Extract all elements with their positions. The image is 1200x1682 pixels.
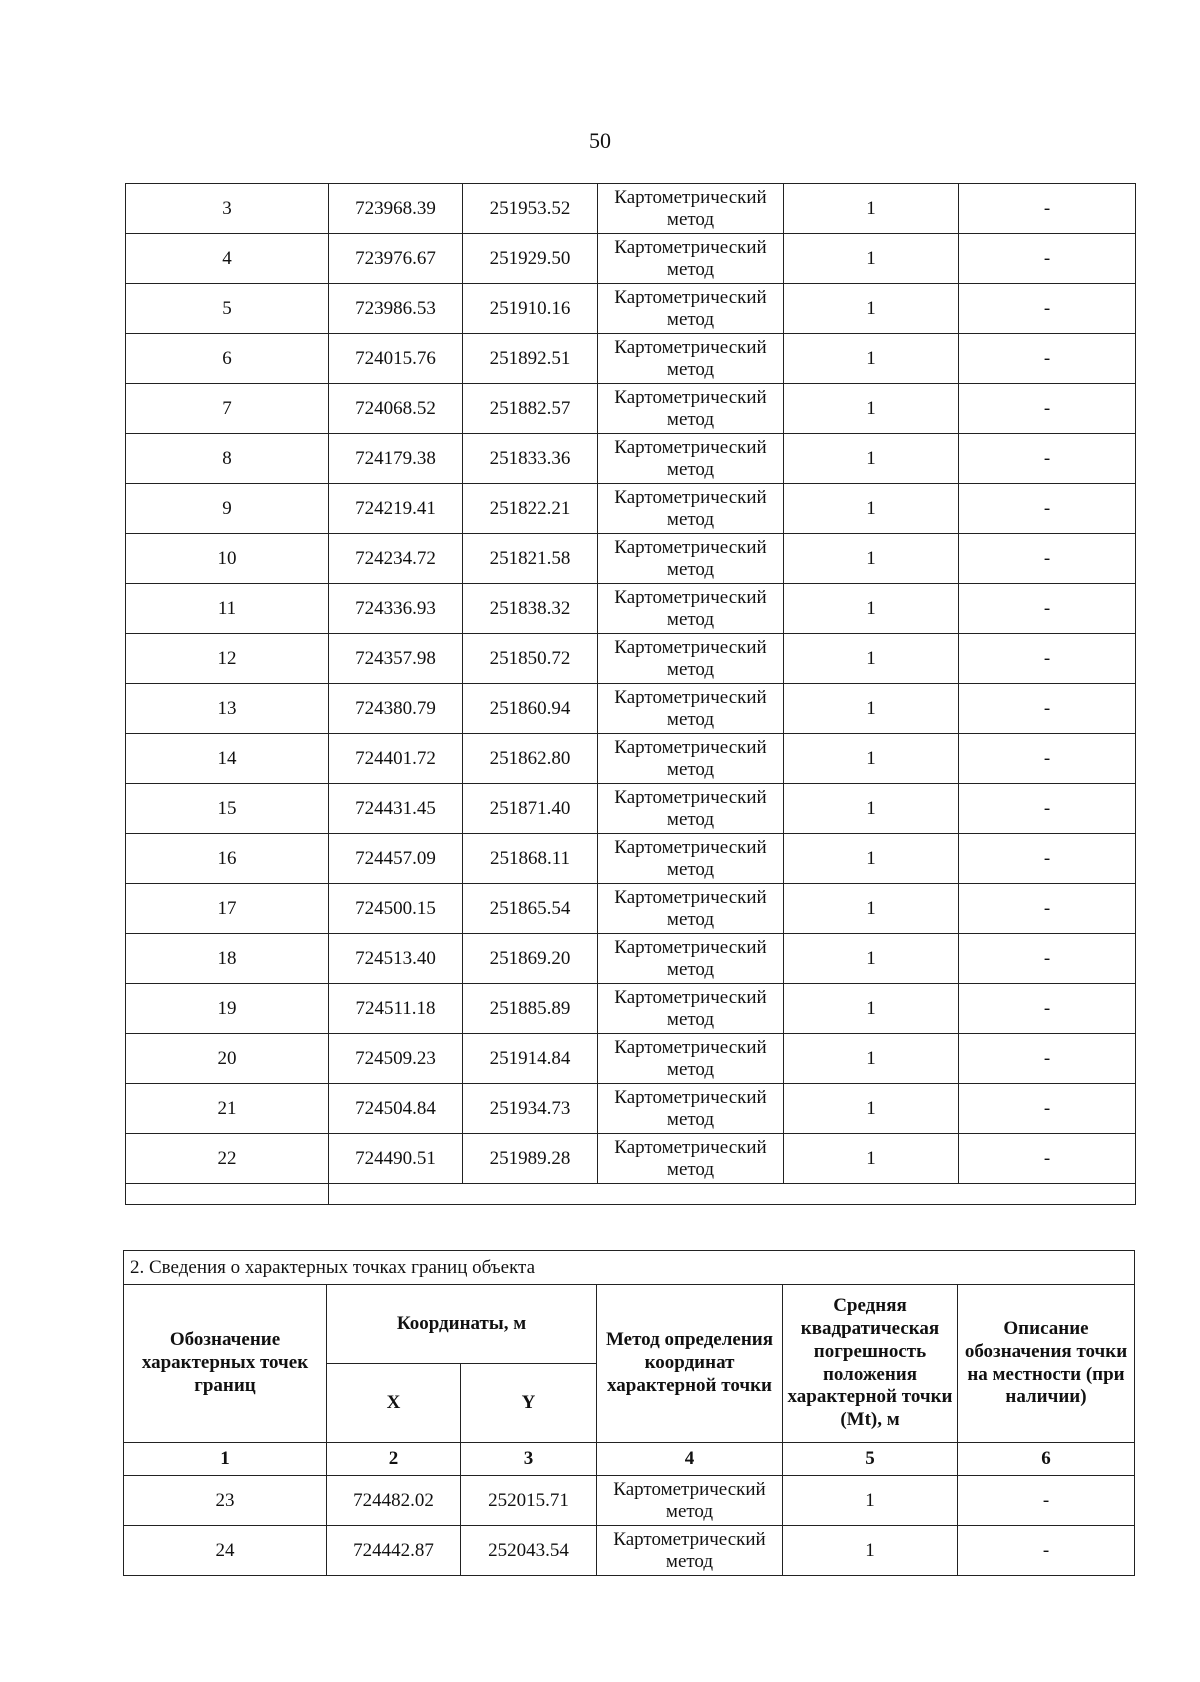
table-row [126, 234, 1136, 284]
table-body [124, 1476, 1135, 1576]
table-row [126, 184, 1136, 234]
point-cell: 18 [126, 934, 329, 984]
y-coordinate-cell: 252043.54 [461, 1526, 597, 1576]
x-coordinate-cell: 724513.40 [329, 934, 463, 984]
x-coordinate-cell: 724431.45 [329, 784, 463, 834]
method-cell [598, 184, 784, 234]
description-cell: - [959, 634, 1136, 684]
column-number: 2 [327, 1443, 461, 1476]
table-row [126, 284, 1136, 334]
method-text: метод [666, 458, 715, 480]
table-row [126, 334, 1136, 384]
x-coordinate-cell: 724015.76 [329, 334, 463, 384]
y-coordinate-cell: 251885.89 [463, 984, 598, 1034]
description-cell: - [959, 884, 1136, 934]
accuracy-cell: 1 [784, 684, 959, 734]
y-coordinate-cell: 251868.11 [463, 834, 598, 884]
table-row [126, 634, 1136, 684]
method-cell [597, 1476, 783, 1526]
point-cell: 9 [126, 484, 329, 534]
table-row-empty [126, 1184, 1136, 1205]
method-cell [598, 584, 784, 634]
description-cell: - [959, 534, 1136, 584]
method-text: метод [666, 308, 715, 330]
accuracy-cell: 1 [784, 484, 959, 534]
accuracy-cell: 1 [783, 1526, 958, 1576]
method-text: метод [666, 258, 715, 280]
method-cell [598, 634, 784, 684]
description-cell: - [959, 284, 1136, 334]
method-text: Картометрический [614, 186, 767, 208]
method-text: Картометрический [614, 336, 767, 358]
description-cell: - [959, 934, 1136, 984]
x-coordinate-cell: 724219.41 [329, 484, 463, 534]
point-cell: 20 [126, 1034, 329, 1084]
point-cell: 15 [126, 784, 329, 834]
point-cell: 21 [126, 1084, 329, 1134]
y-coordinate-cell: 251850.72 [463, 634, 598, 684]
x-coordinate-cell: 724511.18 [329, 984, 463, 1034]
method-text: Картометрический [614, 536, 767, 558]
accuracy-cell: 1 [784, 884, 959, 934]
method-text: метод [666, 608, 715, 630]
table-row [126, 1034, 1136, 1084]
x-coordinate-cell: 724401.72 [329, 734, 463, 784]
accuracy-cell: 1 [784, 784, 959, 834]
point-cell: 14 [126, 734, 329, 784]
table-row [126, 884, 1136, 934]
table-row [124, 1476, 1135, 1526]
description-cell: - [959, 434, 1136, 484]
y-coordinate-cell: 251838.32 [463, 584, 598, 634]
method-text: Картометрический [614, 686, 767, 708]
description-cell: - [959, 684, 1136, 734]
method-text: Картометрический [614, 636, 767, 658]
y-coordinate-cell: 251862.80 [463, 734, 598, 784]
x-coordinate-cell: 724234.72 [329, 534, 463, 584]
method-cell [598, 684, 784, 734]
table-row [124, 1526, 1135, 1576]
method-text: Картометрический [614, 886, 767, 908]
method-text: Картометрический [614, 936, 767, 958]
x-coordinate-cell: 724442.87 [327, 1526, 461, 1576]
x-coordinate-cell: 724380.79 [329, 684, 463, 734]
method-cell [597, 1526, 783, 1576]
description-cell: - [959, 1084, 1136, 1134]
description-cell: - [958, 1476, 1135, 1526]
y-coordinate-cell: 251833.36 [463, 434, 598, 484]
point-cell: 22 [126, 1134, 329, 1184]
point-cell: 13 [126, 684, 329, 734]
description-cell: - [959, 1034, 1136, 1084]
point-cell: 8 [126, 434, 329, 484]
method-text: метод [666, 958, 715, 980]
table-row [126, 734, 1136, 784]
method-text: метод [666, 1108, 715, 1130]
method-text: Картометрический [614, 486, 767, 508]
header-x: X [327, 1364, 461, 1443]
description-cell: - [959, 734, 1136, 784]
accuracy-cell: 1 [784, 584, 959, 634]
table-row [126, 484, 1136, 534]
point-cell: 17 [126, 884, 329, 934]
header-designation: Обозначение характерных точек границ [124, 1285, 327, 1443]
point-cell: 10 [126, 534, 329, 584]
method-text: метод [666, 908, 715, 930]
method-cell [598, 884, 784, 934]
table-row [126, 1134, 1136, 1184]
point-cell: 12 [126, 634, 329, 684]
point-cell: 7 [126, 384, 329, 434]
point-cell: 5 [126, 284, 329, 334]
table-cell-empty [329, 1184, 1136, 1205]
x-coordinate-cell: 724457.09 [329, 834, 463, 884]
column-number: 6 [958, 1443, 1135, 1476]
method-text: Картометрический [614, 1086, 767, 1108]
method-text: Картометрический [614, 836, 767, 858]
point-cell: 6 [126, 334, 329, 384]
method-text: Картометрический [614, 986, 767, 1008]
table-row [126, 384, 1136, 434]
x-coordinate-cell: 724068.52 [329, 384, 463, 434]
point-cell: 3 [126, 184, 329, 234]
method-cell [598, 1134, 784, 1184]
method-text: метод [666, 558, 715, 580]
method-text: метод [666, 1008, 715, 1030]
description-cell: - [959, 984, 1136, 1034]
accuracy-cell: 1 [784, 184, 959, 234]
point-cell: 24 [124, 1526, 327, 1576]
description-cell: - [959, 484, 1136, 534]
method-text: метод [666, 758, 715, 780]
x-coordinate-cell: 724504.84 [329, 1084, 463, 1134]
header-row [124, 1285, 1135, 1364]
method-text: метод [665, 1550, 714, 1572]
method-cell [598, 1034, 784, 1084]
y-coordinate-cell: 251953.52 [463, 184, 598, 234]
method-text: Картометрический [614, 286, 767, 308]
method-cell [598, 784, 784, 834]
method-cell [598, 1084, 784, 1134]
accuracy-cell: 1 [784, 534, 959, 584]
x-coordinate-cell: 724179.38 [329, 434, 463, 484]
method-text: метод [666, 708, 715, 730]
accuracy-cell: 1 [784, 1134, 959, 1184]
method-cell [598, 984, 784, 1034]
table-row [126, 534, 1136, 584]
method-cell [598, 734, 784, 784]
method-cell [598, 334, 784, 384]
method-text: Картометрический [614, 1136, 767, 1158]
method-text: метод [666, 408, 715, 430]
description-cell: - [959, 834, 1136, 884]
boundary-points-table-continued [125, 183, 1136, 1205]
table-row [126, 684, 1136, 734]
description-cell: - [959, 1134, 1136, 1184]
y-coordinate-cell: 251989.28 [463, 1134, 598, 1184]
header-coordinates: Координаты, м [327, 1285, 597, 1364]
y-coordinate-cell: 251914.84 [463, 1034, 598, 1084]
description-cell: - [959, 384, 1136, 434]
table-row [126, 584, 1136, 634]
method-text: Картометрический [614, 786, 767, 808]
y-coordinate-cell: 251865.54 [463, 884, 598, 934]
table-cell-empty [126, 1184, 329, 1205]
x-coordinate-cell: 723976.67 [329, 234, 463, 284]
y-coordinate-cell: 251821.58 [463, 534, 598, 584]
x-coordinate-cell: 724336.93 [329, 584, 463, 634]
method-cell [598, 284, 784, 334]
x-coordinate-cell: 723986.53 [329, 284, 463, 334]
description-cell: - [958, 1526, 1135, 1576]
description-cell: - [959, 184, 1136, 234]
y-coordinate-cell: 251910.16 [463, 284, 598, 334]
accuracy-cell: 1 [784, 984, 959, 1034]
method-text: Картометрический [614, 436, 767, 458]
table-row [126, 434, 1136, 484]
table-row [126, 1084, 1136, 1134]
table-row [126, 834, 1136, 884]
x-coordinate-cell: 724357.98 [329, 634, 463, 684]
page-number: 50 [589, 128, 611, 153]
point-cell: 23 [124, 1476, 327, 1526]
table-row [126, 984, 1136, 1034]
x-coordinate-cell: 723968.39 [329, 184, 463, 234]
table-row [126, 784, 1136, 834]
method-text: Картометрический [614, 736, 767, 758]
x-coordinate-cell: 724482.02 [327, 1476, 461, 1526]
accuracy-cell: 1 [784, 434, 959, 484]
accuracy-cell: 1 [783, 1476, 958, 1526]
accuracy-cell: 1 [784, 834, 959, 884]
method-text: Картометрический [614, 236, 767, 258]
accuracy-cell: 1 [784, 734, 959, 784]
method-cell [598, 234, 784, 284]
method-text: метод [665, 1500, 714, 1522]
y-coordinate-cell: 251822.21 [463, 484, 598, 534]
method-text: метод [666, 658, 715, 680]
method-text: метод [666, 808, 715, 830]
method-cell [598, 484, 784, 534]
column-number: 4 [597, 1443, 783, 1476]
method-text: метод [666, 1058, 715, 1080]
method-text: Картометрический [613, 1478, 766, 1500]
method-text: метод [666, 1158, 715, 1180]
description-cell: - [959, 584, 1136, 634]
accuracy-cell: 1 [784, 634, 959, 684]
column-number: 3 [461, 1443, 597, 1476]
method-cell [598, 534, 784, 584]
boundary-points-table [123, 1250, 1135, 1576]
y-coordinate-cell: 251929.50 [463, 234, 598, 284]
accuracy-cell: 1 [784, 1034, 959, 1084]
accuracy-cell: 1 [784, 234, 959, 284]
x-coordinate-cell: 724500.15 [329, 884, 463, 934]
method-text: метод [666, 358, 715, 380]
column-number: 5 [783, 1443, 958, 1476]
section-title: 2. Сведения о характерных точках границ объекта [124, 1251, 1135, 1285]
method-cell [598, 434, 784, 484]
header-y: Y [461, 1364, 597, 1443]
description-cell: - [959, 234, 1136, 284]
method-text: Картометрический [614, 386, 767, 408]
y-coordinate-cell: 251892.51 [463, 334, 598, 384]
table-row [126, 934, 1136, 984]
x-coordinate-cell: 724490.51 [329, 1134, 463, 1184]
header-accuracy: Средняя квадратическая погрешность положения характерной точки (Mt), м [783, 1285, 958, 1443]
column-number-row [124, 1443, 1135, 1476]
description-cell: - [959, 784, 1136, 834]
y-coordinate-cell: 251934.73 [463, 1084, 598, 1134]
method-text: метод [666, 508, 715, 530]
y-coordinate-cell: 251871.40 [463, 784, 598, 834]
accuracy-cell: 1 [784, 334, 959, 384]
y-coordinate-cell: 251860.94 [463, 684, 598, 734]
accuracy-cell: 1 [784, 934, 959, 984]
method-text: метод [666, 208, 715, 230]
point-cell: 11 [126, 584, 329, 634]
x-coordinate-cell: 724509.23 [329, 1034, 463, 1084]
column-number: 1 [124, 1443, 327, 1476]
header-method: Метод определения координат характерной точки [597, 1285, 783, 1443]
y-coordinate-cell: 252015.71 [461, 1476, 597, 1526]
y-coordinate-cell: 251882.57 [463, 384, 598, 434]
table-body [126, 184, 1136, 1184]
point-cell: 19 [126, 984, 329, 1034]
method-cell [598, 834, 784, 884]
y-coordinate-cell: 251869.20 [463, 934, 598, 984]
point-cell: 16 [126, 834, 329, 884]
accuracy-cell: 1 [784, 284, 959, 334]
method-cell [598, 384, 784, 434]
accuracy-cell: 1 [784, 384, 959, 434]
accuracy-cell: 1 [784, 1084, 959, 1134]
method-text: метод [666, 858, 715, 880]
method-text: Картометрический [613, 1528, 766, 1550]
point-cell: 4 [126, 234, 329, 284]
header-description: Описание обозначения точки на местности (при наличии) [958, 1285, 1135, 1443]
description-cell: - [959, 334, 1136, 384]
method-text: Картометрический [614, 1036, 767, 1058]
section-title-row [124, 1251, 1135, 1285]
method-text: Картометрический [614, 586, 767, 608]
method-cell [598, 934, 784, 984]
